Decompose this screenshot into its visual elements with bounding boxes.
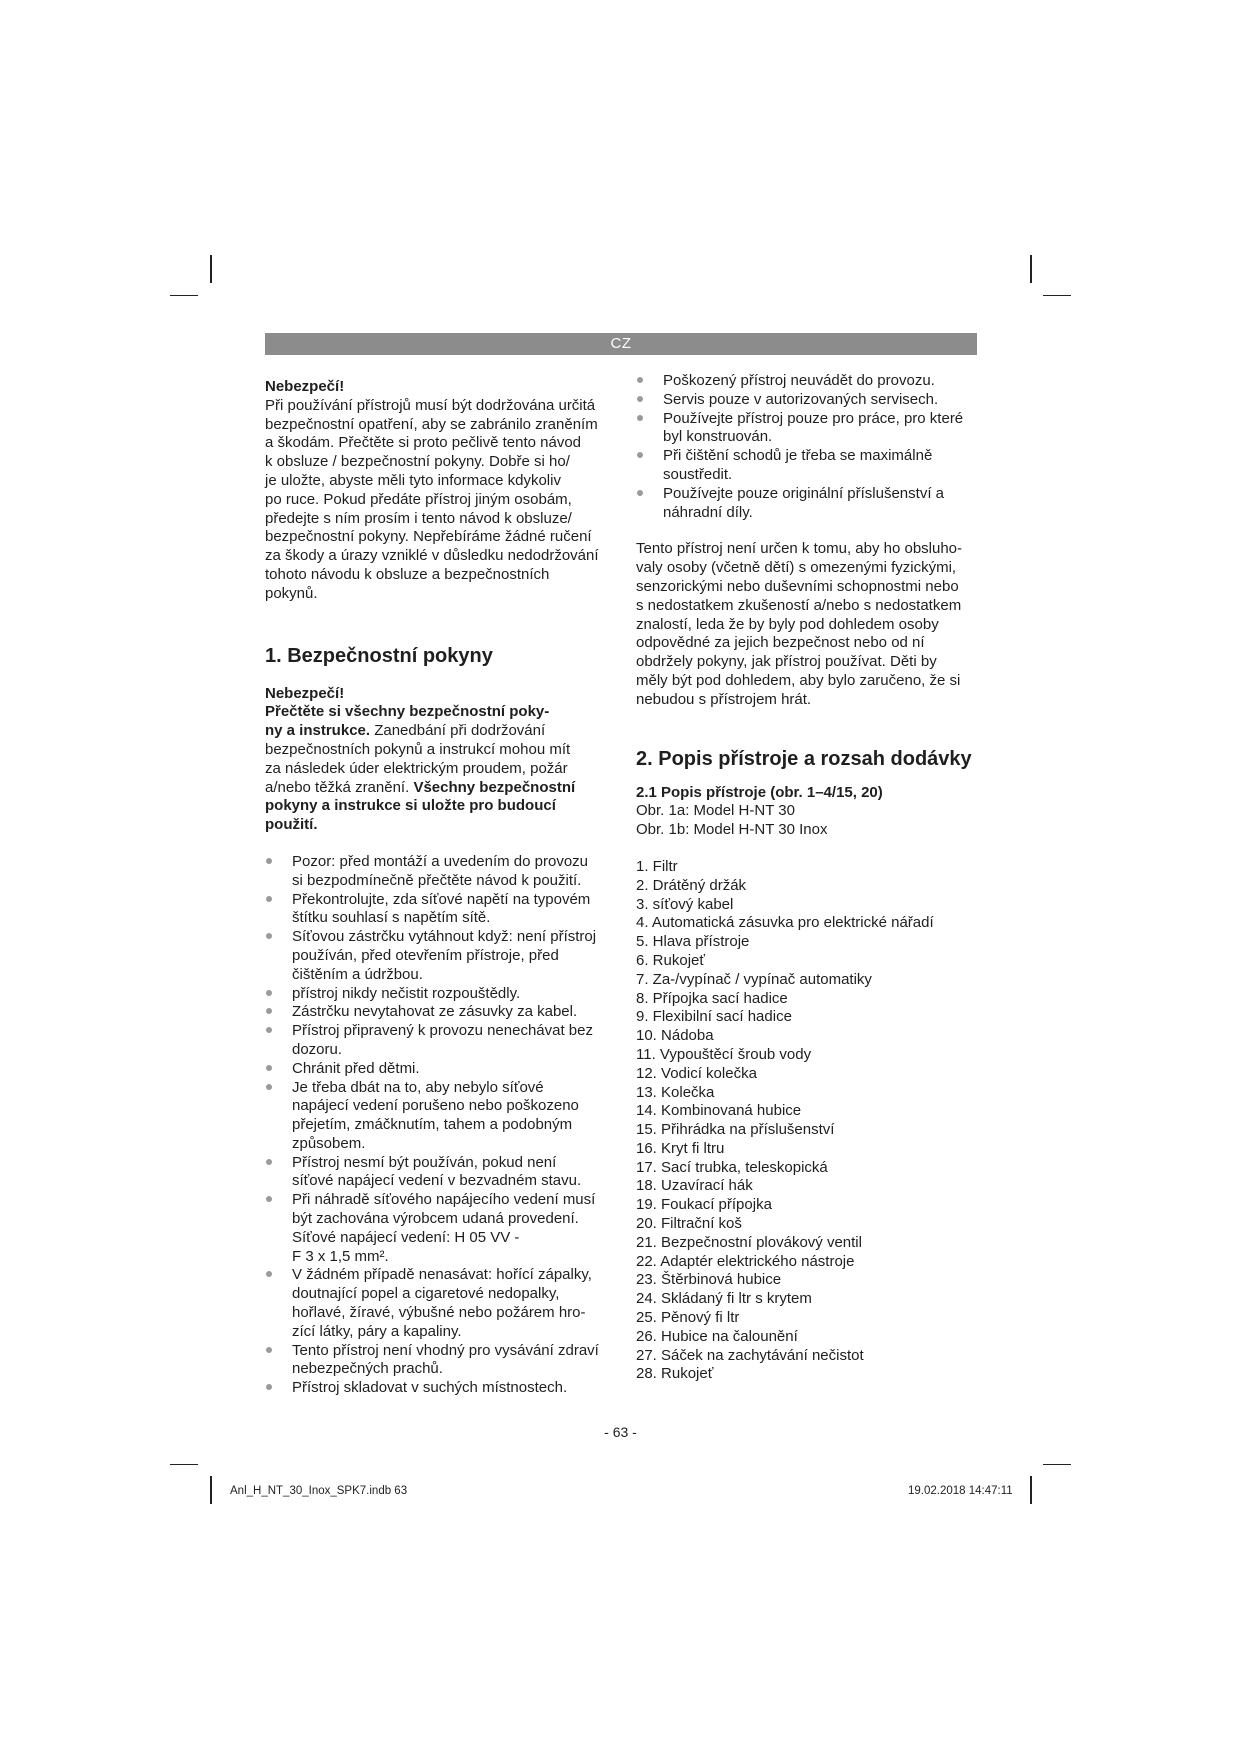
footer-timestamp: 19.02.2018 14:47:11 xyxy=(908,1485,1013,1497)
safety-bullet-list xyxy=(265,853,615,1398)
bullet-line: Překontrolujte, zda síťové napětí na typovém xyxy=(292,890,591,908)
bullet-item xyxy=(636,485,981,523)
part-item: 13. Kolečka xyxy=(636,1083,715,1101)
bullet-line: štítku souhlasí s napětím sítě. xyxy=(292,909,491,927)
bullet-line: používán, před otevřením přístroje, před xyxy=(292,946,559,964)
paragraph-line: Při používání přístrojů musí být dodržována určitá xyxy=(265,396,596,414)
bullet-item xyxy=(265,891,615,929)
part-item: 1. Filtr xyxy=(636,857,678,875)
warning-line: bezpečnostních pokynů a instrukcí mohou mít xyxy=(265,740,571,758)
bullet-line: způsobem. xyxy=(292,1134,366,1152)
bullet-line: zící látky, páry a kapaliny. xyxy=(292,1322,462,1340)
bullet-line: Pozor: před montáží a uvedením do provozu xyxy=(292,852,589,870)
bullet-line: dozoru. xyxy=(292,1040,343,1058)
paragraph-line: k obsluze / bezpečnostní pokyny. Dobře si ho/ xyxy=(265,453,570,471)
part-item: 7. Za-/vypínač / vypínač automatiky xyxy=(636,970,872,988)
subsection-title: 2.1 Popis přístroje (obr. 1–4/15, 20) xyxy=(636,783,883,801)
paragraph-line: valy osoby (včetně dětí) s omezenými fyzickými, xyxy=(636,559,957,577)
left-column xyxy=(265,378,615,1398)
bullet-line: hořlavé, žíravé, výbušné nebo požárem hro- xyxy=(292,1304,586,1322)
paragraph-line: s nedostatkem zkušeností a/nebo s nedostatkem xyxy=(636,596,962,614)
part-item: 18. Uzavírací hák xyxy=(636,1177,753,1195)
bullet-line: síťové napájecí vedení v bezvadném stavu. xyxy=(292,1172,582,1190)
bullet-line: Při čištění schodů je třeba se maximálně xyxy=(663,447,933,465)
bullet-item xyxy=(636,372,981,391)
bullet-item xyxy=(265,1060,615,1079)
bullet-item xyxy=(265,1379,615,1398)
bullet-item xyxy=(636,391,981,410)
children-paragraph xyxy=(636,540,981,709)
part-item: 19. Foukací přípojka xyxy=(636,1196,772,1214)
bullet-line: soustředit. xyxy=(663,465,733,483)
paragraph-line: předejte s ním prosím i tento návod k obsluze/ xyxy=(265,509,572,527)
bullet-line: Používejte přístroj pouze pro práce, pro které xyxy=(663,409,964,427)
bullet-item xyxy=(265,1079,615,1154)
bullet-item xyxy=(265,1022,615,1060)
bullet-line: Poškozený přístroj neuvádět do provozu. xyxy=(663,372,935,389)
page-number: - 63 - xyxy=(604,1424,637,1440)
bullet-line: Síťovou zástrčku vytáhnout když: není přístroj xyxy=(292,928,597,946)
part-item: 20. Filtrační koš xyxy=(636,1215,742,1233)
bullet-item xyxy=(265,928,615,984)
part-item: 12. Vodicí kolečka xyxy=(636,1064,757,1082)
bullet-line: napájecí vedení porušeno nebo poškozeno xyxy=(292,1097,579,1115)
language-header-bar xyxy=(265,333,977,355)
paragraph-line: pokynů. xyxy=(265,584,318,602)
model-line: Obr. 1b: Model H-NT 30 Inox xyxy=(636,821,828,839)
warning-line: za následek úder elektrickým proudem, požár xyxy=(265,759,568,777)
crop-mark xyxy=(1043,1464,1071,1465)
footer-file: Anl_H_NT_30_Inox_SPK7.indb 63 xyxy=(230,1485,408,1497)
crop-mark xyxy=(170,295,198,296)
part-item: 4. Automatická zásuvka pro elektrické nářadí xyxy=(636,914,934,932)
paragraph-line: senzorickými nebo duševními schopnostmi nebo xyxy=(636,577,959,595)
bullet-item xyxy=(265,1154,615,1192)
warning-heading: Nebezpečí! xyxy=(265,684,345,702)
crop-mark xyxy=(1043,295,1071,296)
bullet-line: Při náhradě síťového napájecího vedení musí xyxy=(292,1191,596,1209)
bullet-line: Chránit před dětmi. xyxy=(292,1059,420,1077)
paragraph-line: nebudou s přístrojem hrát. xyxy=(636,690,812,708)
paragraph-line: obdržely pokyny, jak přístroj používat. Děti by xyxy=(636,653,937,671)
bullet-line: být zachována výrobcem udaná provedení. xyxy=(292,1210,579,1228)
part-item: 8. Přípojka sací hadice xyxy=(636,989,788,1007)
language-code: CZ xyxy=(610,335,632,352)
paragraph-line: za škody a úrazy vzniklé v důsledku nedodržování xyxy=(265,547,599,565)
bullet-line: čištěním a údržbou. xyxy=(292,965,423,983)
paragraph-line: odpovědné za jejich bezpečnost nebo od ní xyxy=(636,634,925,652)
warning-line: použití. xyxy=(265,816,318,834)
part-item: 6. Rukojeť xyxy=(636,951,705,969)
warning-line: Přečtěte si všechny bezpečnostní poky- xyxy=(265,703,550,721)
bullet-line: Je třeba dbát na to, aby nebylo síťové xyxy=(292,1078,544,1096)
part-item: 26. Hubice na čalounění xyxy=(636,1327,798,1345)
part-item: 11. Vypouštěcí šroub vody xyxy=(636,1045,812,1063)
part-item: 23. Štěrbinová hubice xyxy=(636,1271,782,1289)
section-2-title: 2. Popis přístroje a rozsah dodávky xyxy=(636,747,972,770)
bullet-item xyxy=(265,1191,615,1266)
part-item: 3. síťový kabel xyxy=(636,895,734,913)
crop-mark xyxy=(1030,1476,1032,1504)
part-item: 10. Nádoba xyxy=(636,1027,714,1045)
bullet-item xyxy=(265,1266,615,1341)
part-item: 22. Adaptér elektrického nástroje xyxy=(636,1252,855,1270)
bullet-item xyxy=(265,853,615,891)
bullet-line: Přístroj skladovat v suchých místnostech. xyxy=(292,1379,568,1397)
danger-heading: Nebezpečí! xyxy=(265,378,345,395)
part-item: 17. Sací trubka, teleskopická xyxy=(636,1158,828,1176)
crop-mark xyxy=(210,255,212,283)
paragraph-line: je uložte, abyste měli tyto informace kdykoliv xyxy=(265,471,561,489)
bullet-line: doutnající popel a cigaretové nedopalky, xyxy=(292,1285,560,1303)
bullet-item xyxy=(265,985,615,1004)
parts-list xyxy=(636,858,981,1384)
warning-line-bold: Všechny bezpečnostní xyxy=(413,778,576,796)
part-item: 21. Bezpečnostní plovákový ventil xyxy=(636,1233,862,1251)
bullet-line: byl konstruován. xyxy=(663,428,773,446)
bullet-line: si bezpodmínečně přečtěte návod k použití. xyxy=(292,871,582,889)
part-item: 14. Kombinovaná hubice xyxy=(636,1102,802,1120)
warning-line: pokyny a instrukce si uložte pro budoucí xyxy=(265,797,556,815)
paragraph-line: a škodám. Přečtěte si proto pečlivě tento návod xyxy=(265,434,582,452)
paragraph-line: měly být pod dohledem, aby bylo zaručeno, že si xyxy=(636,671,961,689)
intro-paragraph xyxy=(265,397,615,604)
bullet-line: Tento přístroj není vhodný pro vysávání zdraví xyxy=(292,1341,599,1359)
bullet-item xyxy=(265,1003,615,1022)
model-line: Obr. 1a: Model H-NT 30 xyxy=(636,802,795,820)
bullet-line: V žádném případě nenasávat: hořící zápalky, xyxy=(292,1266,592,1284)
paragraph-line: bezpečnostní pokyny. Nepřebíráme žádné ručení xyxy=(265,528,592,546)
part-item: 2. Drátěný držák xyxy=(636,876,747,894)
bullet-line: nebezpečných prachů. xyxy=(292,1360,443,1378)
section-1-title: 1. Bezpečnostní pokyny xyxy=(265,644,493,667)
crop-mark xyxy=(1030,255,1032,283)
warning-line: a/nebo těžká zranění. xyxy=(265,778,414,796)
paragraph-line: znalostí, leda že by byly pod dohledem osoby xyxy=(636,615,939,633)
bullet-line: přejetím, zmáčknutím, tahem a podobným xyxy=(292,1116,573,1134)
part-item: 9. Flexibilní sací hadice xyxy=(636,1008,792,1026)
part-item: 15. Přihrádka na příslušenství xyxy=(636,1121,835,1139)
warning-paragraph xyxy=(265,703,615,835)
warning-line-bold: ny a instrukce. xyxy=(265,722,371,740)
bullet-line: F 3 x 1,5 mm². xyxy=(292,1247,389,1265)
right-column xyxy=(636,372,981,1384)
part-item: 24. Skládaný fi ltr s krytem xyxy=(636,1290,812,1308)
part-item: 5. Hlava přístroje xyxy=(636,933,750,951)
bullet-line: Zástrčku nevytahovat ze zásuvky za kabel. xyxy=(292,1003,578,1021)
warning-line: Zanedbání při dodržování xyxy=(370,722,546,740)
bullet-line: Síťové napájecí vedení: H 05 VV - xyxy=(292,1228,520,1246)
bullet-line: Servis pouze v autorizovaných servisech. xyxy=(663,390,939,408)
bullet-item xyxy=(265,1342,615,1380)
bullet-line: náhradní díly. xyxy=(663,503,753,521)
bullet-item xyxy=(636,410,981,448)
crop-mark xyxy=(210,1476,212,1504)
part-item: 27. Sáček na zachytávání nečistot xyxy=(636,1346,864,1364)
part-item: 16. Kryt fi ltru xyxy=(636,1139,725,1157)
bullet-line: přístroj nikdy nečistit rozpouštědly. xyxy=(292,984,521,1002)
safety-bullet-list-continued xyxy=(636,372,981,522)
crop-mark xyxy=(170,1464,198,1465)
paragraph-line: Tento přístroj není určen k tomu, aby ho obsluho- xyxy=(636,540,963,558)
bullet-line: Přístroj nesmí být používán, pokud není xyxy=(292,1153,557,1171)
bullet-line: Používejte pouze originální příslušenství a xyxy=(663,484,944,502)
paragraph-line: tohoto návodu k obsluze a bezpečnostních xyxy=(265,565,550,583)
paragraph-line: bezpečnostní opatření, aby se zabránilo zraněním xyxy=(265,415,598,433)
part-item: 28. Rukojeť xyxy=(636,1365,714,1383)
bullet-line: Přístroj připravený k provozu nenechávat bez xyxy=(292,1022,593,1040)
part-item: 25. Pěnový fi ltr xyxy=(636,1309,740,1327)
paragraph-line: po ruce. Pokud předáte přístroj jiným osobám, xyxy=(265,490,572,508)
bullet-item xyxy=(636,447,981,485)
